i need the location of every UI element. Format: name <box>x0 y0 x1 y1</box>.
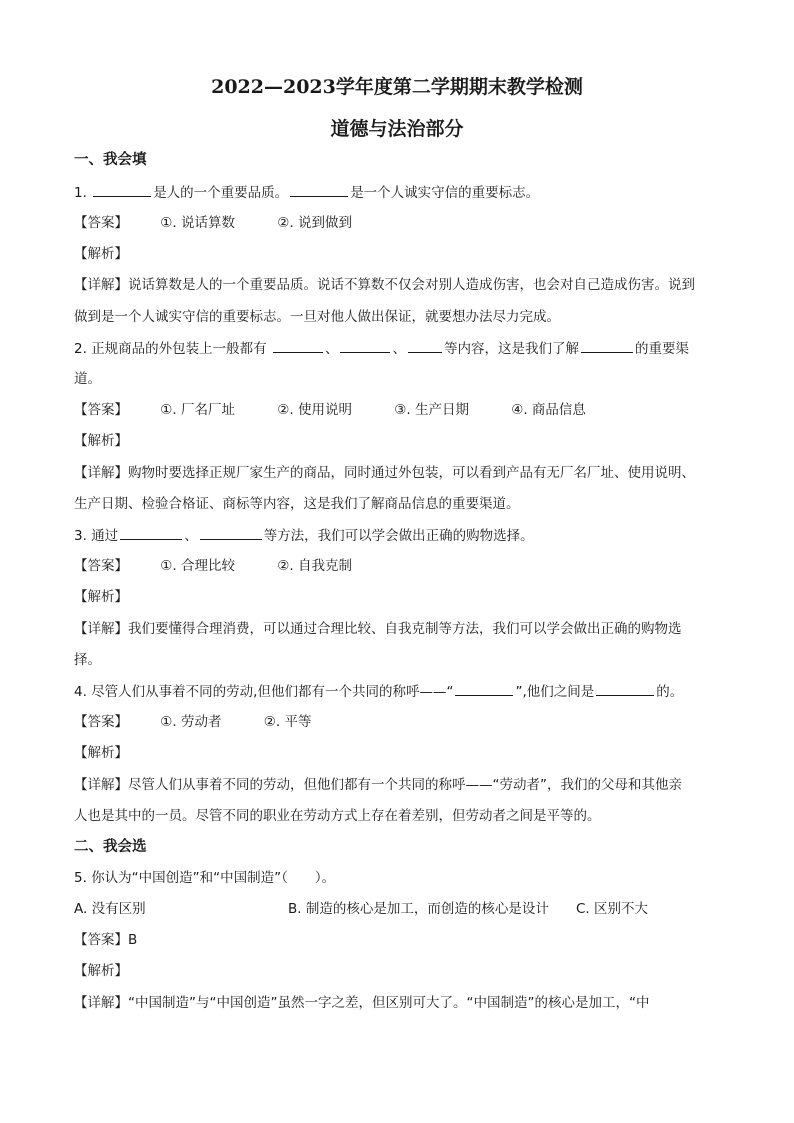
question-text: 你认为“中国创造”和“中国制造”（ ）。 <box>91 870 336 886</box>
question-text: 等方法，我们可以学会做出正确的购物选择。 <box>263 528 534 544</box>
answer-item: ③. 生产日期 <box>394 402 469 418</box>
section-heading-choose: 二、我会选 <box>74 839 147 855</box>
analysis-label: 【解析】 <box>74 963 128 979</box>
fill-blank <box>408 338 442 353</box>
analysis-label: 【解析】 <box>74 745 128 761</box>
detail-label: 【详解】 <box>74 621 128 637</box>
answer-item: ②. 使用说明 <box>277 402 352 418</box>
question-text: 的。 <box>656 684 684 700</box>
detail-text <box>74 775 734 795</box>
detail-text <box>74 619 734 639</box>
answer-row <box>74 556 734 576</box>
fill-blank <box>120 525 182 540</box>
fill-blank <box>581 338 633 353</box>
detail-text-cont: 生产日期、检验合格证、商标等内容，这是我们了解商品信息的重要渠道。 <box>74 496 520 512</box>
detail-text-cont: 择。 <box>74 652 101 668</box>
detail-label: 【详解】 <box>74 995 128 1011</box>
separator: 、 <box>324 341 339 357</box>
answer-row <box>74 930 734 950</box>
analysis-label: 【解析】 <box>74 433 128 449</box>
question-text: 正规商品的外包装上一般都有 <box>91 341 267 357</box>
answer-item: ④. 商品信息 <box>511 402 586 418</box>
answer-label: 【答案】 <box>74 402 128 418</box>
answer-item: ①. 劳动者 <box>160 714 222 730</box>
fill-blank <box>596 681 654 696</box>
question-text: 尽管人们从事着不同的劳动,但他们都有一个共同的称呼——“ <box>91 684 454 700</box>
answer-row <box>74 712 734 732</box>
question-number: 2. <box>74 341 87 357</box>
fill-blank <box>93 182 151 197</box>
separator: 、 <box>184 528 198 544</box>
separator: 、 <box>392 341 406 357</box>
question-number: 5. <box>74 870 87 886</box>
question-text: 是人的一个重要品质。 <box>153 185 289 201</box>
detail-label: 【详解】 <box>74 465 128 481</box>
answer-item: ①. 合理比较 <box>160 558 235 574</box>
fill-blank <box>200 525 262 540</box>
detail-text <box>74 275 734 295</box>
document-subtitle: 道德与法治部分 <box>330 118 464 140</box>
question-3 <box>74 525 734 546</box>
detail-content: 尽管人们从事着不同的劳动，但他们都有一个共同的称呼——“劳动者”，我们的父母和其他亲 <box>128 777 682 793</box>
answer-label: 【答案】 <box>74 932 128 948</box>
detail-content: 说话算数是人的一个重要品质。说话不算数不仅会对别人造成伤害，也会对自己造成伤害。说到 <box>128 277 695 293</box>
answer-label: 【答案】 <box>74 558 128 574</box>
question-text: ”,他们之间是 <box>515 684 595 700</box>
question-number: 3. <box>74 528 87 544</box>
question-text: 等内容，这是我们了解 <box>443 341 579 357</box>
detail-text-cont: 人也是其中的一员。尽管不同的职业在劳动方式上存在着差别，但劳动者之间是平等的。 <box>74 808 601 824</box>
question-number: 4. <box>74 684 87 700</box>
fill-blank <box>340 338 390 353</box>
detail-text-cont: 做到是一个人诚实守信的重要标志。一旦对他人做出保证，就要想办法尽力完成。 <box>74 309 560 325</box>
question-text: 是一个人诚实守信的重要标志。 <box>350 185 540 201</box>
answer-item: ②. 平等 <box>263 714 312 730</box>
question-1 <box>74 182 734 203</box>
answer-item: B <box>128 932 138 948</box>
question-4 <box>74 681 734 702</box>
section-heading-fill: 一、我会填 <box>74 152 147 168</box>
analysis-label: 【解析】 <box>74 246 128 262</box>
question-5 <box>74 868 734 888</box>
answer-label: 【答案】 <box>74 714 128 730</box>
detail-label: 【详解】 <box>74 277 128 293</box>
question-text: 的重要渠 <box>634 341 689 357</box>
document-title: 2022—2023学年度第二学期期末教学检测 <box>211 76 583 98</box>
detail-label: 【详解】 <box>74 777 128 793</box>
fill-blank <box>273 338 323 353</box>
answer-row <box>74 400 734 420</box>
option-a: A. 没有区别 <box>74 901 146 917</box>
answer-item: ①. 厂名厂址 <box>160 402 235 418</box>
fill-blank <box>455 681 513 696</box>
question-2 <box>74 338 734 359</box>
option-c: C. 区别不大 <box>576 901 649 917</box>
question-2-cont: 道。 <box>74 371 101 387</box>
answer-label: 【答案】 <box>74 215 128 231</box>
answer-row <box>74 213 734 233</box>
question-number: 1. <box>74 185 87 201</box>
detail-text <box>74 463 734 483</box>
detail-content: “中国制造”与“中国创造”虽然一字之差，但区别可大了。“中国制造”的核心是加工，“中 <box>128 995 650 1011</box>
answer-item: ②. 自我克制 <box>277 558 352 574</box>
answer-item: ①. 说话算数 <box>160 215 235 231</box>
detail-text <box>74 993 734 1013</box>
analysis-label: 【解析】 <box>74 589 128 605</box>
fill-blank <box>290 182 348 197</box>
question-text: 通过 <box>91 528 119 544</box>
detail-content: 购物时要选择正规厂家生产的商品，同时通过外包装，可以看到产品有无厂名厂址、使用说明、 <box>128 465 695 481</box>
option-b: B. 制造的核心是加工，而创造的核心是设计 <box>288 901 549 917</box>
detail-content: 我们要懂得合理消费，可以通过合理比较、自我克制等方法，我们可以学会做出正确的购物选 <box>128 621 682 637</box>
answer-item: ②. 说到做到 <box>277 215 352 231</box>
